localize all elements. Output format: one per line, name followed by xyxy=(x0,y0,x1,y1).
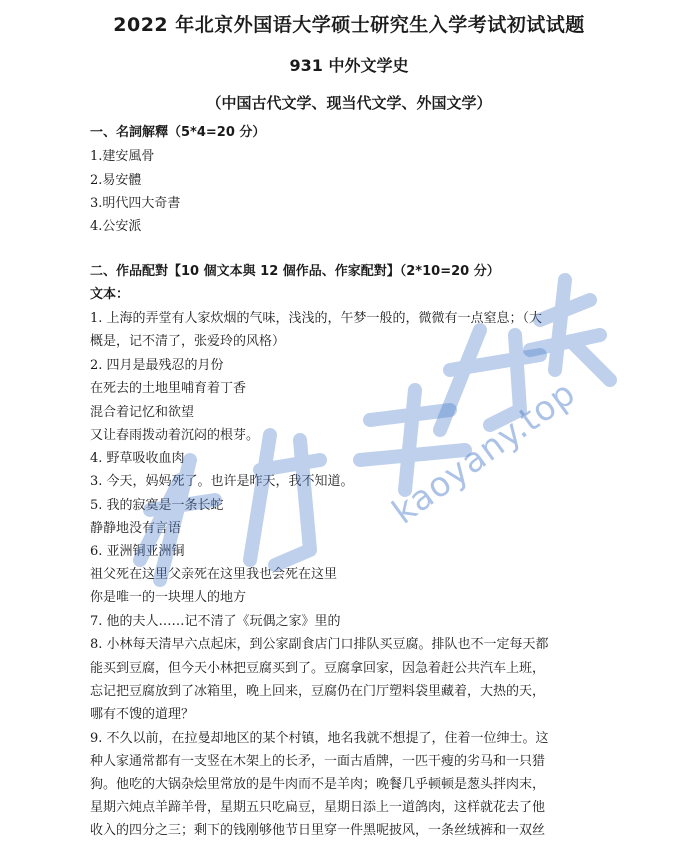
exam-scope: （中国古代文学、现当代文学、外国文学） xyxy=(206,94,492,112)
text-line: 2. 四月是最残忍的月份 xyxy=(90,358,224,373)
text-line: 混合着记忆和欲望 xyxy=(90,405,195,420)
term-item: 4.公安派 xyxy=(90,219,142,234)
text-line: 在死去的土地里哺育着丁香 xyxy=(90,381,247,396)
text-line: 9. 不久以前，在拉曼却地区的某个村镇，地名我就不想提了，住着一位绅士。这 xyxy=(90,731,549,746)
text-line: 你是唯一的一块埋人的地方 xyxy=(90,590,247,605)
text-line: 星期六炖点羊蹄羊骨，星期五只吃扁豆，星期日添上一道鸽肉，这样就花去了他 xyxy=(90,800,546,815)
text-line: 能买到豆腐，但今天小林把豆腐买到了。豆腐拿回家，因急着赶公共汽车上班， xyxy=(90,661,546,676)
text-label: 文本： xyxy=(90,287,130,302)
text-line: 忘记把豆腐放到了冰箱里，晚上回来，豆腐仍在门厅塑料袋里藏着，大热的天， xyxy=(90,684,546,699)
text-line: 狗。他吃的大锅杂烩里常放的是牛肉而不是羊肉；晚餐几乎顿顿是葱头拌肉末， xyxy=(90,777,546,792)
term-item: 1.建安風骨 xyxy=(90,149,155,164)
text-line: 又让春雨拨动着沉闷的根芽。 xyxy=(90,428,260,443)
text-line: 1. 上海的弄堂有人家炊烟的气味，浅浅的，午梦一般的，微微有一点窒息；（大 xyxy=(90,311,543,326)
text-line: 祖父死在这里父亲死在这里我也会死在这里 xyxy=(90,567,338,582)
section1-heading: 一、名詞解釋（5*4=20 分） xyxy=(90,125,266,140)
text-line: 5. 我的寂寞是一条长蛇 xyxy=(90,498,224,513)
text-line: 种人家通常都有一支竖在木架上的长矛，一面古盾牌，一匹干瘦的劣马和一只猎 xyxy=(90,754,546,769)
text-line: 哪有不馊的道理？ xyxy=(90,707,195,722)
term-item: 2.易安體 xyxy=(90,173,142,188)
text-line: 收入的四分之三；剩下的钱刚够他节日里穿一件黑呢披风，一条丝绒裤和一双丝 xyxy=(90,823,546,838)
exam-title: 2022 年北京外国语大学硕士研究生入学考试初试试题 xyxy=(113,14,585,36)
text-line: 7. 他的夫人……记不清了《玩偶之家》里的 xyxy=(90,614,341,629)
exam-subject: 931 中外文学史 xyxy=(289,56,409,75)
text-line: 4. 野草吸收血肉 xyxy=(90,451,185,466)
text-line: 8. 小林每天清早六点起床，到公家副食店门口排队买豆腐。排队也不一定每天都 xyxy=(90,637,549,652)
text-line: 概是，记不清了，张爱玲的风格） xyxy=(90,334,286,349)
term-item: 3.明代四大奇書 xyxy=(90,196,181,211)
section2-heading: 二、作品配對【10 個文本與 12 個作品、作家配對】（2*10=20 分） xyxy=(90,264,500,279)
text-line: 静静地没有言语 xyxy=(90,521,182,536)
text-line: 6. 亚洲铜亚洲铜 xyxy=(90,544,185,559)
text-line: 3. 今天，妈妈死了。也许是昨天，我不知道。 xyxy=(90,474,354,489)
watermark-url: kaoyany.top xyxy=(385,373,584,533)
